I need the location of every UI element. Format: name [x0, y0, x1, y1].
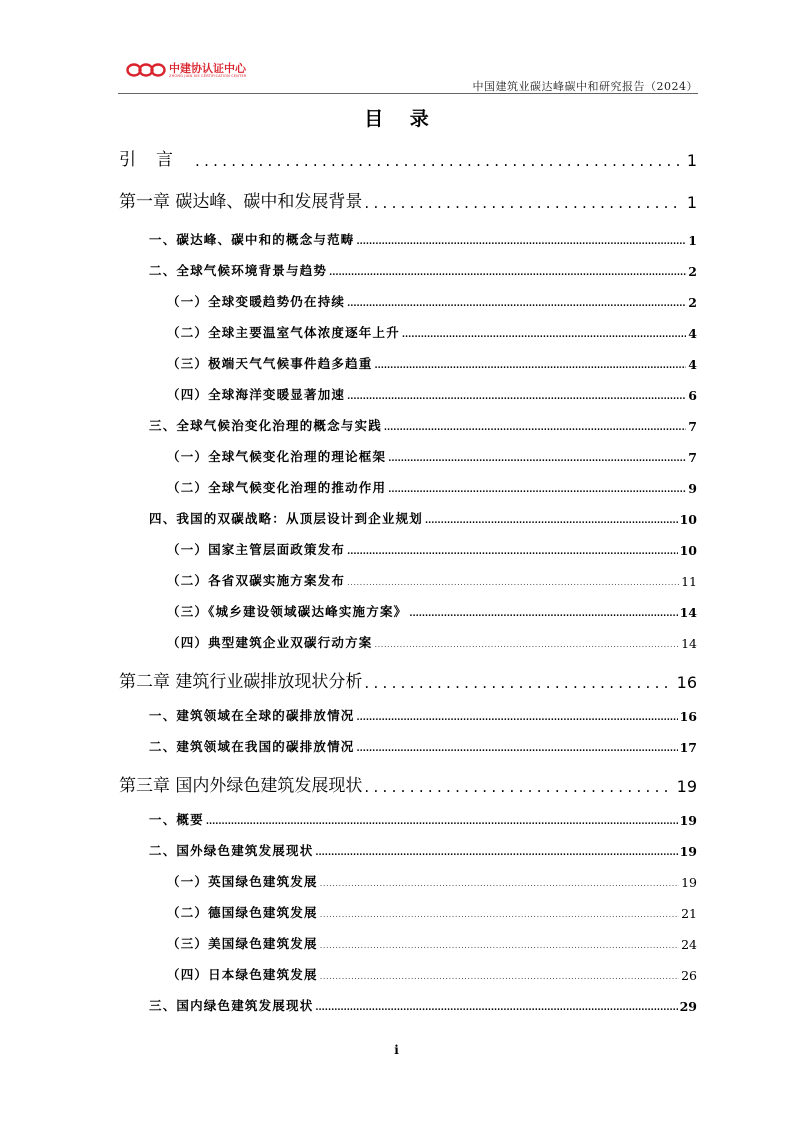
toc-dot-leader: [384, 422, 686, 434]
toc-dot-leader: [206, 816, 678, 828]
toc-entry-text: （四）日本绿色建筑发展: [167, 967, 318, 982]
toc-dot-leader: [375, 639, 680, 651]
toc-entry[interactable]: [119, 668, 697, 692]
toc-entry-page: 16: [679, 709, 697, 724]
toc-entry-page: 17: [679, 740, 697, 755]
toc-entry-text: （二）全球气候变化治理的推动作用: [167, 480, 387, 495]
toc-entry[interactable]: [119, 772, 697, 796]
toc-dot-leader: [364, 674, 670, 692]
toc-entry-page: 19: [679, 844, 697, 859]
toc-entry-page: 1: [686, 193, 697, 212]
toc-entry-page: 19: [681, 875, 697, 890]
toc-entry-page: 24: [681, 937, 697, 952]
toc-dot-leader: [329, 267, 686, 279]
logo-name: 中建协认证中心: [169, 62, 246, 75]
toc-entry-page: 2: [688, 264, 697, 279]
toc-dot-leader: [357, 743, 678, 755]
toc-entry-text: 第一章 碳达峰、碳中和发展背景: [119, 192, 363, 212]
toc-entry-text: 第二章 建筑行业碳排放现状分析: [119, 672, 363, 692]
toc-entry[interactable]: [167, 602, 697, 620]
toc-entry-text: 二、建筑领域在我国的碳排放情况: [149, 739, 355, 754]
toc-entry-text: （三）《城乡建设领域碳达峰实施方案》: [167, 604, 408, 619]
toc-entry[interactable]: [149, 416, 697, 434]
toc-dot-leader: [320, 940, 679, 952]
toc-entry-text: 一、概要: [149, 812, 204, 827]
toc-entry-text: （一）全球气候变化治理的理论框架: [167, 449, 387, 464]
toc-dot-leader: [364, 194, 680, 212]
toc-entry-page: 1: [688, 233, 697, 248]
toc-entry[interactable]: [167, 292, 697, 310]
toc-entry-text: 二、国外绿色建筑发展现状: [149, 843, 314, 858]
toc-entry[interactable]: [167, 447, 697, 465]
toc-dot-leader: [409, 608, 677, 620]
toc-entry[interactable]: [149, 230, 697, 248]
toc-entry-page: 16: [676, 673, 697, 692]
toc-entry[interactable]: [149, 841, 697, 859]
toc-dot-leader: [425, 515, 678, 527]
toc-entry-text: 引言: [119, 150, 193, 170]
toc-entry-page: 9: [688, 481, 697, 496]
toc-entry[interactable]: [167, 934, 697, 952]
toc-entry-text: （一）全球变暖趋势仍在持续: [167, 294, 346, 309]
toc-dot-leader: [357, 712, 678, 724]
toc-dot-leader: [347, 391, 686, 403]
toc-entry[interactable]: [167, 540, 697, 558]
toc-entry-page: 4: [688, 357, 697, 372]
toc-entry-text: 三、全球气候治变化治理的概念与实践: [149, 418, 382, 433]
toc-dot-leader: [388, 484, 686, 496]
toc-entry-page: 10: [679, 512, 697, 527]
page-number: i: [394, 1043, 399, 1057]
toc-entry[interactable]: [149, 261, 697, 279]
toc-entry-page: 29: [679, 999, 697, 1014]
toc-entry-text: （四）全球海洋变暖显著加速: [167, 387, 346, 402]
toc-dot-leader: [320, 971, 679, 983]
toc-entry-page: 14: [681, 636, 697, 651]
toc-entry-text: （三）极端天气气候事件趋多趋重: [167, 356, 373, 371]
toc-entry-page: 2: [688, 295, 697, 310]
toc-dot-leader: [195, 152, 681, 170]
toc-dot-leader: [347, 546, 677, 558]
toc-entry-text: 一、建筑领域在全球的碳排放情况: [149, 708, 355, 723]
toc-dot-leader: [315, 847, 677, 859]
toc-title: 目 录: [364, 108, 439, 130]
toc-entry[interactable]: [167, 478, 697, 496]
toc-dot-leader: [347, 298, 686, 310]
toc-entry[interactable]: [119, 146, 697, 170]
toc-entry-page: 19: [679, 813, 697, 828]
toc-entry-page: 10: [679, 543, 697, 558]
toc-entry-text: 三、国内绿色建筑发展现状: [149, 998, 314, 1013]
toc-dot-leader: [315, 1002, 677, 1014]
toc-entry-page: 19: [676, 777, 697, 796]
toc-entry-text: （四）典型建筑企业双碳行动方案: [167, 635, 373, 650]
toc-entry[interactable]: [167, 354, 697, 372]
toc-entry-text: （二）德国绿色建筑发展: [167, 905, 318, 920]
toc-entry-text: 第三章 国内外绿色建筑发展现状: [119, 776, 363, 796]
toc-dot-leader: [402, 329, 686, 341]
toc-dot-leader: [388, 453, 686, 465]
toc-entry-page: 26: [681, 968, 697, 983]
toc-entry-page: 14: [679, 605, 697, 620]
toc-entry-text: （一）国家主管层面政策发布: [167, 542, 346, 557]
toc-dot-leader: [375, 360, 687, 372]
toc-entry-page: 11: [681, 574, 697, 589]
report-title: 中国建筑业碳达峰碳中和研究报告（2024）: [472, 80, 698, 93]
toc-entry[interactable]: [149, 996, 697, 1014]
toc-entry[interactable]: [167, 385, 697, 403]
toc-entry-text: 一、碳达峰、碳中和的概念与范畴: [149, 232, 355, 247]
toc-entry-text: （一）英国绿色建筑发展: [167, 874, 318, 889]
toc-entry[interactable]: [119, 188, 697, 212]
toc-entry[interactable]: [167, 323, 697, 341]
toc-dot-leader: [320, 909, 679, 921]
toc-entry[interactable]: [167, 633, 697, 651]
toc-entry[interactable]: [149, 706, 697, 724]
toc-entry-page: 6: [688, 388, 697, 403]
toc-entry[interactable]: [167, 965, 697, 983]
toc-entry[interactable]: [167, 872, 697, 890]
toc-entry-text: 四、我国的双碳战略：从顶层设计到企业规划: [149, 511, 424, 526]
toc-entry-text: 二、全球气候环境背景与趋势: [149, 263, 328, 278]
toc-dot-leader: [364, 778, 670, 796]
toc-entry-page: 7: [688, 419, 697, 434]
toc-entry[interactable]: [149, 810, 697, 828]
toc-entry-text: （二）全球主要温室气体浓度逐年上升: [167, 325, 400, 340]
toc-entry-text: （三）美国绿色建筑发展: [167, 936, 318, 951]
toc-entry-page: 21: [681, 906, 697, 921]
toc-entry[interactable]: [149, 737, 697, 755]
toc-entry-text: （二）各省双碳实施方案发布: [167, 573, 346, 588]
toc-dot-leader: [320, 878, 679, 890]
logo-subtitle: ZHONG JIAN XIE CERTIFICATION CENTER: [169, 74, 247, 78]
toc-entry[interactable]: [167, 571, 697, 589]
toc-dot-leader: [347, 577, 679, 589]
toc-entry[interactable]: [149, 509, 697, 527]
toc-entry-page: 1: [686, 151, 697, 170]
toc-dot-leader: [357, 236, 687, 248]
toc-entry[interactable]: [167, 903, 697, 921]
toc-entry-page: 4: [688, 326, 697, 341]
toc-entry-page: 7: [688, 450, 697, 465]
